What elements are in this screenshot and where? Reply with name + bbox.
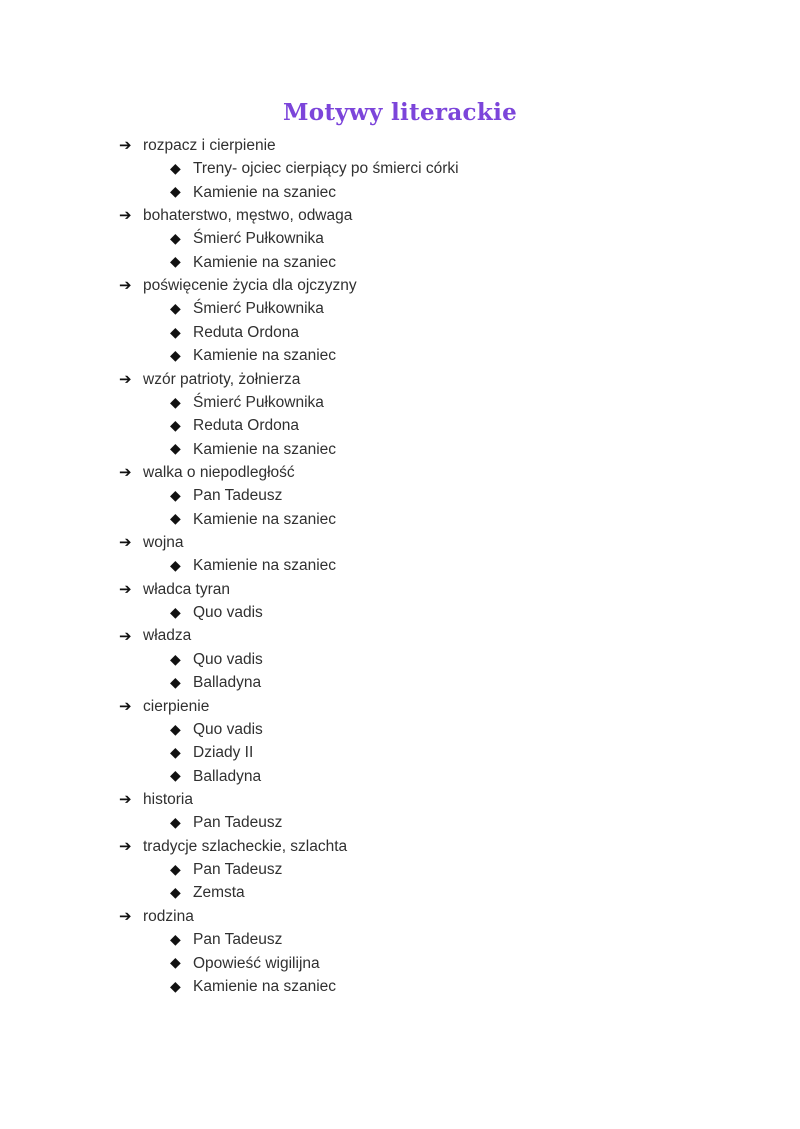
arrow-bullet-icon: ➔ xyxy=(119,136,132,155)
work-item xyxy=(0,928,800,951)
motif-label: władza xyxy=(143,627,192,645)
motif-item xyxy=(0,625,800,648)
work-label: Kamienie na szaniec xyxy=(193,347,337,365)
work-label: Balladyna xyxy=(193,674,262,692)
motif-label: walka o niepodległość xyxy=(143,463,295,481)
arrow-bullet-icon: ➔ xyxy=(119,533,132,552)
work-item xyxy=(0,601,800,624)
diamond-bullet-icon: ◆ xyxy=(170,651,181,668)
work-label: Zemsta xyxy=(193,884,245,902)
motif-item xyxy=(0,578,800,601)
diamond-bullet-icon: ◆ xyxy=(170,161,181,178)
motif-item xyxy=(0,788,800,811)
work-label: Quo vadis xyxy=(193,604,263,622)
motif-label: tradycje szlacheckie, szlachta xyxy=(143,837,348,855)
diamond-bullet-icon: ◆ xyxy=(170,417,181,434)
arrow-bullet-icon: ➔ xyxy=(119,369,132,388)
diamond-bullet-icon: ◆ xyxy=(170,721,181,738)
motif-label: historia xyxy=(143,790,193,808)
arrow-bullet-icon: ➔ xyxy=(119,206,132,225)
motif-item xyxy=(0,461,800,484)
work-label: Kamienie na szaniec xyxy=(193,557,337,575)
diamond-bullet-icon: ◆ xyxy=(170,394,181,411)
motifs-list xyxy=(0,134,800,998)
arrow-bullet-icon: ➔ xyxy=(119,276,132,295)
work-item xyxy=(0,298,800,321)
work-label: Pan Tadeusz xyxy=(193,487,283,505)
motif-label: wojna xyxy=(143,534,184,552)
arrow-bullet-icon: ➔ xyxy=(119,907,132,926)
motif-item xyxy=(0,368,800,391)
work-item xyxy=(0,718,800,741)
diamond-bullet-icon: ◆ xyxy=(170,441,181,458)
diamond-bullet-icon: ◆ xyxy=(170,931,181,948)
page-title: Motywy literackie xyxy=(282,99,518,126)
work-item xyxy=(0,952,800,975)
work-item xyxy=(0,391,800,414)
motif-label: cierpienie xyxy=(143,697,210,715)
work-label: Reduta Ordona xyxy=(193,417,299,435)
work-item xyxy=(0,554,800,577)
work-label: Kamienie na szaniec xyxy=(193,510,337,528)
diamond-bullet-icon: ◆ xyxy=(170,768,181,785)
motif-item xyxy=(0,905,800,928)
work-item xyxy=(0,741,800,764)
work-item xyxy=(0,251,800,274)
diamond-bullet-icon: ◆ xyxy=(170,674,181,691)
diamond-bullet-icon: ◆ xyxy=(170,861,181,878)
diamond-bullet-icon: ◆ xyxy=(170,885,181,902)
work-item xyxy=(0,484,800,507)
work-label: Opowieść wigilijna xyxy=(193,954,320,972)
motif-item xyxy=(0,695,800,718)
work-item xyxy=(0,181,800,204)
work-label: Dziady II xyxy=(193,744,254,762)
arrow-bullet-icon: ➔ xyxy=(119,836,132,855)
work-item xyxy=(0,321,800,344)
motif-label: wzór patrioty, żołnierza xyxy=(143,370,301,388)
work-item xyxy=(0,414,800,437)
motif-label: rodzina xyxy=(143,907,194,925)
work-label: Kamienie na szaniec xyxy=(193,440,337,458)
work-item xyxy=(0,648,800,671)
diamond-bullet-icon: ◆ xyxy=(170,745,181,762)
work-label: Quo vadis xyxy=(193,650,263,668)
motif-label: poświęcenie życia dla ojczyzny xyxy=(143,277,357,295)
diamond-bullet-icon: ◆ xyxy=(170,324,181,341)
work-item xyxy=(0,765,800,788)
motif-item xyxy=(0,531,800,554)
work-item xyxy=(0,157,800,180)
work-item xyxy=(0,671,800,694)
diamond-bullet-icon: ◆ xyxy=(170,184,181,201)
work-item xyxy=(0,811,800,834)
motif-label: rozpacz i cierpienie xyxy=(143,136,276,154)
diamond-bullet-icon: ◆ xyxy=(170,815,181,832)
work-label: Pan Tadeusz xyxy=(193,861,283,879)
work-item xyxy=(0,858,800,881)
diamond-bullet-icon: ◆ xyxy=(170,231,181,248)
arrow-bullet-icon: ➔ xyxy=(119,696,132,715)
motif-item xyxy=(0,134,800,157)
arrow-bullet-icon: ➔ xyxy=(119,580,132,598)
work-label: Śmierć Pułkownika xyxy=(193,393,324,411)
motif-item xyxy=(0,274,800,297)
work-item xyxy=(0,882,800,905)
arrow-bullet-icon: ➔ xyxy=(119,626,132,645)
diamond-bullet-icon: ◆ xyxy=(170,604,181,621)
work-item xyxy=(0,344,800,367)
work-label: Quo vadis xyxy=(193,720,263,738)
work-label: Śmierć Pułkownika xyxy=(193,300,324,318)
work-label: Kamienie na szaniec xyxy=(193,253,337,271)
diamond-bullet-icon: ◆ xyxy=(170,488,181,505)
motif-label: władca tyran xyxy=(143,580,231,598)
work-label: Reduta Ordona xyxy=(193,323,299,341)
diamond-bullet-icon: ◆ xyxy=(170,301,181,318)
work-label: Balladyna xyxy=(193,767,262,785)
work-label: Pan Tadeusz xyxy=(193,814,283,832)
diamond-bullet-icon: ◆ xyxy=(170,978,181,995)
motif-label: bohaterstwo, męstwo, odwaga xyxy=(143,207,353,224)
motif-item xyxy=(0,835,800,858)
work-label: Kamienie na szaniec xyxy=(193,977,337,995)
work-item xyxy=(0,975,800,998)
arrow-bullet-icon: ➔ xyxy=(119,463,132,482)
diamond-bullet-icon: ◆ xyxy=(170,254,181,271)
diamond-bullet-icon: ◆ xyxy=(170,511,181,528)
diamond-bullet-icon: ◆ xyxy=(170,347,181,364)
work-label: Kamienie na szaniec xyxy=(193,183,337,201)
work-item xyxy=(0,227,800,250)
work-label: Pan Tadeusz xyxy=(193,931,283,949)
motif-item xyxy=(0,204,800,227)
diamond-bullet-icon: ◆ xyxy=(170,955,181,972)
work-label: Śmierć Pułkownika xyxy=(193,230,324,248)
work-item xyxy=(0,508,800,531)
arrow-bullet-icon: ➔ xyxy=(119,790,132,809)
work-item xyxy=(0,438,800,461)
diamond-bullet-icon: ◆ xyxy=(170,558,181,575)
work-label: Treny- ojciec cierpiący po śmierci córki xyxy=(193,160,459,178)
